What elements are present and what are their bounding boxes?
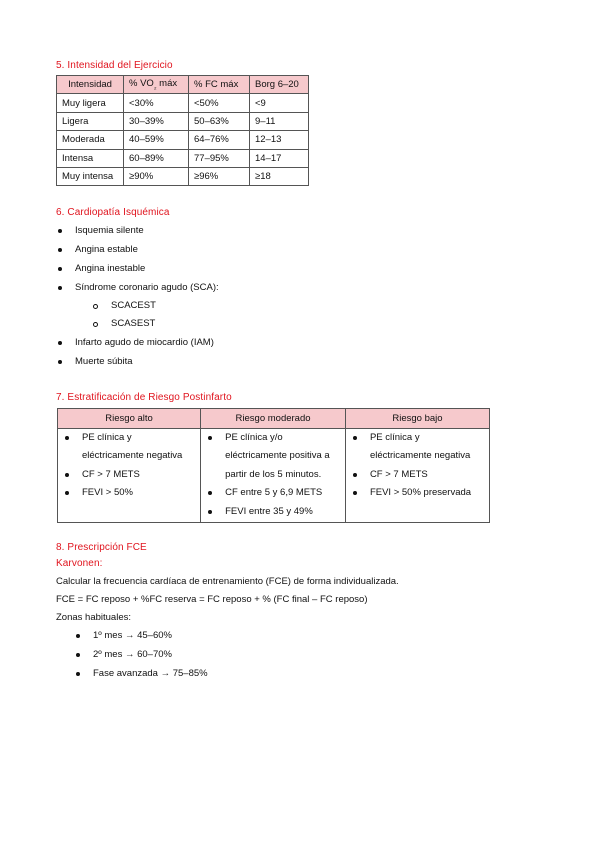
list-item: 1º mes → 45–60% <box>93 630 172 641</box>
bullet-icon <box>208 436 212 440</box>
intensity-table <box>56 75 309 186</box>
list-item-continuation: partir de los 5 minutos. <box>225 468 322 480</box>
table-row <box>57 167 309 185</box>
list-item: FEVI > 50% <box>58 484 200 502</box>
bullet-icon <box>76 672 80 676</box>
list-item: Muerte súbita <box>75 356 133 367</box>
risk-bajo-cell <box>345 429 489 523</box>
table-cell: <30% <box>124 94 189 112</box>
list-item: CF > 7 METS <box>58 466 200 484</box>
section-5-title: 5. Intensidad del Ejercicio <box>56 60 173 71</box>
bullet-icon <box>58 229 62 233</box>
table-cell: Muy ligera <box>57 94 124 112</box>
list-item: Angina estable <box>75 244 138 255</box>
table-cell: 30–39% <box>124 112 189 130</box>
risk-table <box>57 408 490 523</box>
bullet-icon <box>208 510 212 514</box>
table-cell: Moderada <box>57 131 124 149</box>
table-cell: 50–63% <box>189 112 250 130</box>
table-cell: Intensa <box>57 149 124 167</box>
list-item: Síndrome coronario agudo (SCA): <box>75 282 219 293</box>
table-cell: 12–13 <box>250 131 309 149</box>
sub-list-item: SCASEST <box>111 318 156 329</box>
list-item: Fase avanzada → 75–85% <box>93 668 208 679</box>
sub-bullet-icon <box>93 304 98 309</box>
table-cell: 77–95% <box>189 149 250 167</box>
list-item: FEVI > 50% preservada <box>346 484 489 502</box>
header-vo2: % $VO_{_2}$ máx <box>124 76 189 94</box>
bullet-icon <box>58 248 62 252</box>
bullet-icon <box>353 473 357 477</box>
formula: FCE = FC reposo + %FC reserva = FC reposo + % (FC final – FC reposo) <box>56 594 368 605</box>
header-riesgo-bajo: Riesgo bajo <box>345 409 489 429</box>
table-cell: 9–11 <box>250 112 309 130</box>
table-cell: ≥90% <box>124 167 189 185</box>
table-row <box>57 112 309 130</box>
risk-moderado-cell <box>201 429 346 523</box>
sub-bullet-icon <box>93 322 98 327</box>
list-item-continuation: eléctricamente negativa <box>369 450 471 462</box>
table-cell: Ligera <box>57 112 124 130</box>
table-cell: 14–17 <box>250 149 309 167</box>
table-row <box>57 131 309 149</box>
table-cell: 64–76% <box>189 131 250 149</box>
table-cell: <50% <box>189 94 250 112</box>
bullet-icon <box>76 634 80 638</box>
section-8-title: 8. Prescripción FCE <box>56 542 147 553</box>
paragraph: Calcular la frecuencia cardíaca de entrenamiento (FCE) de forma individualizada. <box>56 576 399 587</box>
header-riesgo-alto: Riesgo alto <box>58 409 201 429</box>
table-cell: <9 <box>250 94 309 112</box>
karvonen-subtitle: Karvonen: <box>56 558 103 569</box>
section-7-title: 7. Estratificación de Riesgo Postinfarto <box>56 392 232 403</box>
bullet-icon <box>353 491 357 495</box>
table-cell: 60–89% <box>124 149 189 167</box>
risk-alto-cell <box>58 429 201 523</box>
header-fc: % FC máx <box>189 76 250 94</box>
bullet-icon <box>65 436 69 440</box>
sub-list-item: SCACEST <box>111 300 156 311</box>
table-row <box>57 149 309 167</box>
table-row <box>57 94 309 112</box>
bullet-icon <box>76 653 80 657</box>
list-item: CF entre 5 y 6,9 METS <box>201 484 345 502</box>
bullet-icon <box>58 286 62 290</box>
bullet-icon <box>208 491 212 495</box>
bullet-icon <box>58 341 62 345</box>
list-item: FEVI entre 35 y 49% <box>201 503 345 521</box>
list-item: PE clínica y <box>58 429 200 447</box>
table-cell: 40–59% <box>124 131 189 149</box>
list-item-continuation: eléctricamente negativa <box>82 450 183 462</box>
table-cell: Muy intensa <box>57 167 124 185</box>
list-item-continuation: eléctricamente positiva a <box>225 450 330 462</box>
table-cell: ≥96% <box>189 167 250 185</box>
header-riesgo-moderado: Riesgo moderado <box>201 409 346 429</box>
list-item: Isquemia silente <box>75 225 144 236</box>
header-borg: Borg 6–20 <box>250 76 309 94</box>
table-cell: ≥18 <box>250 167 309 185</box>
bullet-icon <box>353 436 357 440</box>
bullet-icon <box>58 360 62 364</box>
list-item: PE clínica y <box>346 429 489 447</box>
bullet-icon <box>65 491 69 495</box>
bullet-icon <box>58 267 62 271</box>
bullet-icon <box>65 473 69 477</box>
list-item: Infarto agudo de miocardio (IAM) <box>75 337 214 348</box>
list-item: 2º mes → 60–70% <box>93 649 172 660</box>
list-item: CF > 7 METS <box>346 466 489 484</box>
list-item: PE clínica y/o <box>201 429 345 447</box>
header-intensidad: Intensidad <box>57 76 124 94</box>
section-6-title: 6. Cardiopatía Isquémica <box>56 207 170 218</box>
list-item: Angina inestable <box>75 263 146 274</box>
paragraph: Zonas habituales: <box>56 612 131 623</box>
